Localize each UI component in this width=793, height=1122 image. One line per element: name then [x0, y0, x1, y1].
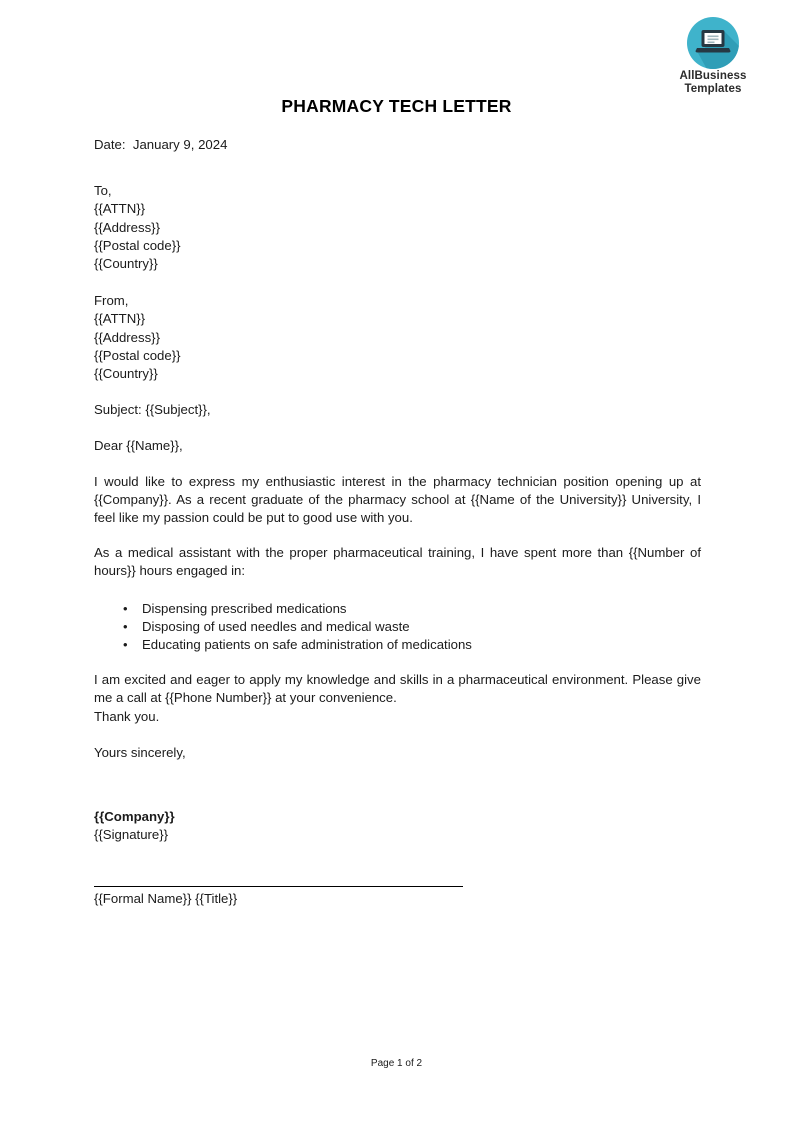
salutation: Dear {{Name}}, — [94, 438, 183, 454]
letter-body — [94, 136, 701, 909]
page-title: PHARMACY TECH LETTER — [281, 96, 512, 116]
closing-paragraph: I am excited and eager to apply my knowledge and skills in a pharmaceutical environment. Please give me a call at {{Phone Number}} at your convenience. — [94, 672, 701, 706]
from-address-placeholder: {{Address}} — [94, 329, 160, 345]
intro-paragraph: I would like to express my enthusiastic interest in the pharmacy technician position opening up at {{Company}}. As a recent graduate of the pharmacy school at {{Name of the University}} University, I feel like my passion could be put to good use with you. — [94, 473, 701, 526]
valediction: Yours sincerely, — [94, 744, 186, 760]
list-item: • Dispensing prescribed medications — [142, 600, 701, 618]
from-country-placeholder: {{Country}} — [94, 366, 158, 382]
page-number-indicator: Page 1 of 2 — [370, 1058, 423, 1069]
from-postal-code-placeholder: {{Postal code}} — [94, 347, 181, 363]
signature-placeholder: {{Signature}} — [94, 827, 169, 843]
from-heading: From, — [94, 293, 129, 309]
to-country-placeholder: {{Country}} — [94, 256, 158, 272]
to-address-placeholder: {{Address}} — [94, 219, 160, 235]
from-attn-placeholder: {{ATTN}} — [94, 311, 146, 327]
allbusiness-templates-logo — [674, 17, 752, 96]
list-item: • Educating patients on safe administration of medications — [142, 636, 701, 654]
logo-brand-line2: Templates — [684, 83, 742, 95]
formal-name-title-placeholder: {{Formal Name}} {{Title}} — [94, 891, 238, 907]
subject-line: Subject: {{Subject}}, — [94, 402, 211, 418]
experience-paragraph: As a medical assistant with the proper pharmaceutical training, I have spent more than {{Number of hours}} hours engaged in: — [94, 545, 701, 579]
to-attn-placeholder: {{ATTN}} — [94, 201, 146, 217]
duties-bullet-list — [94, 600, 701, 655]
to-postal-code-placeholder: {{Postal code}} — [94, 237, 181, 253]
recipient-address-block — [94, 182, 701, 273]
list-item: • Disposing of used needles and medical waste — [142, 618, 701, 636]
laptop-icon — [687, 17, 739, 69]
sender-address-block — [94, 292, 701, 383]
thank-you-line: Thank you. — [94, 708, 160, 724]
logo-brand-line1: AllBusiness — [679, 70, 747, 82]
date-line: Date: January 9, 2024 — [94, 137, 228, 152]
signature-rule — [94, 886, 463, 887]
company-placeholder: {{Company}} — [94, 809, 175, 825]
to-heading: To, — [94, 183, 112, 199]
